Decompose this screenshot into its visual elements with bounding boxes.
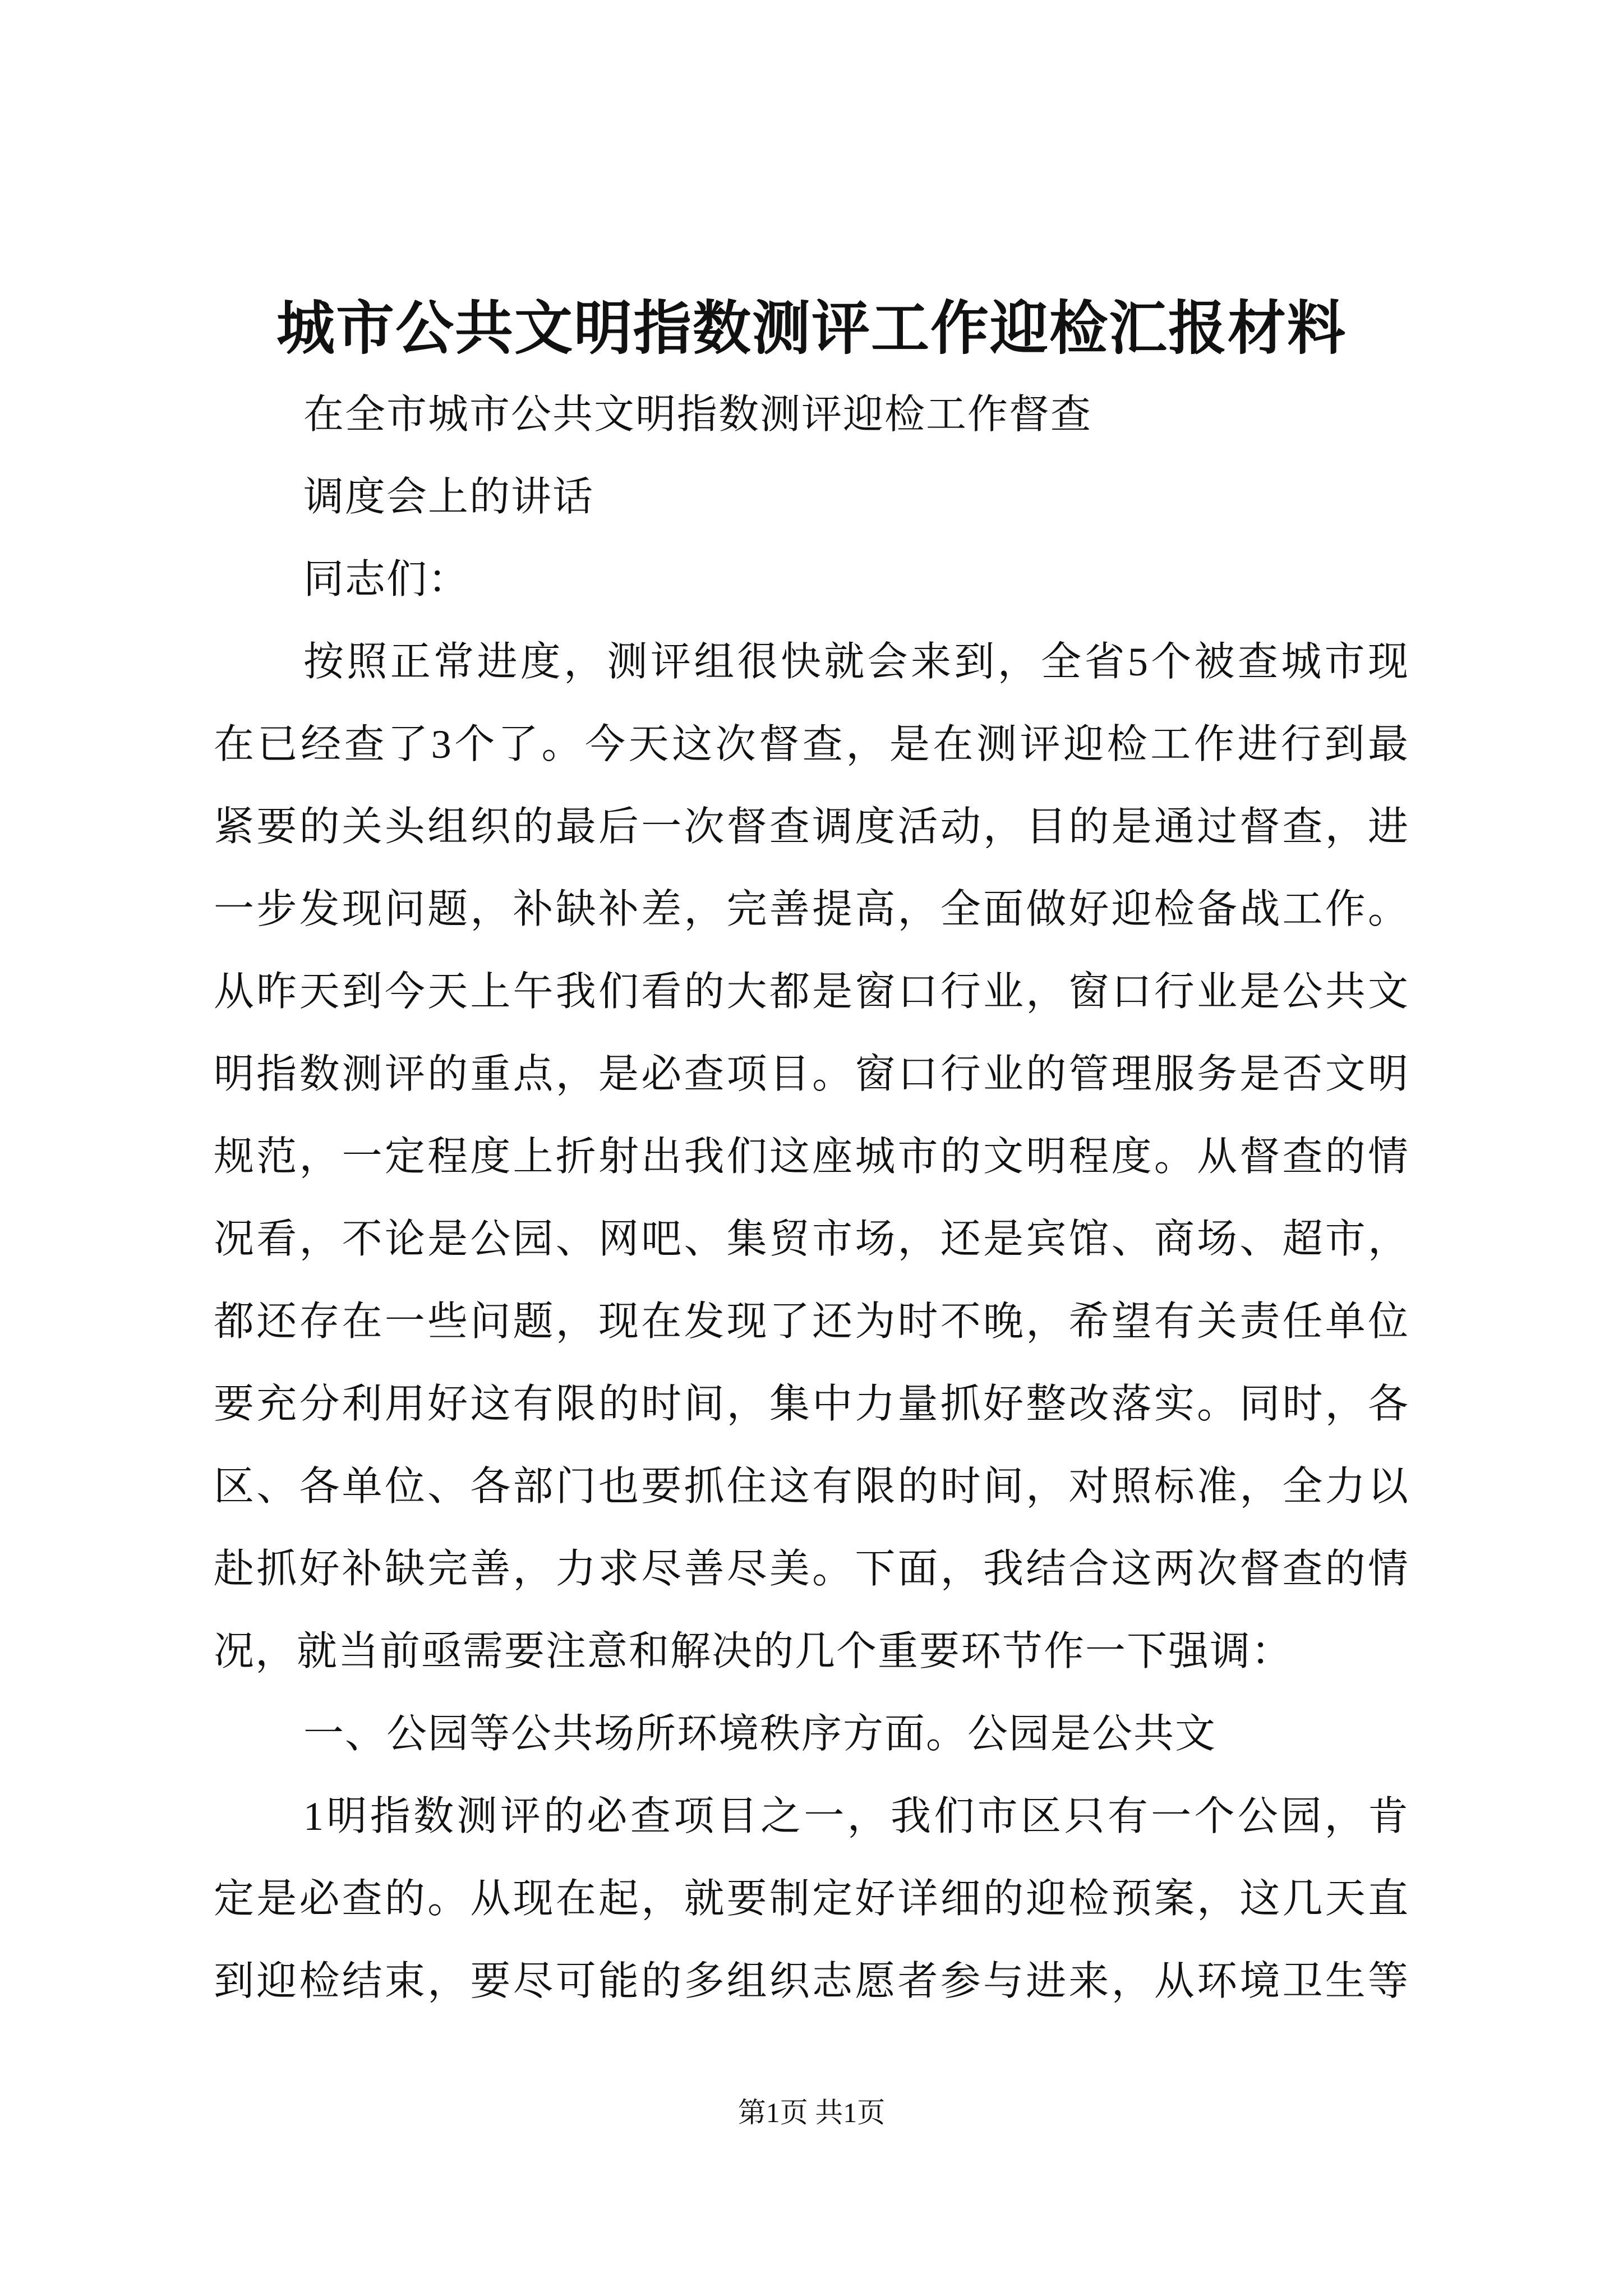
paragraph-line: 一步发现问题，补缺补差，完善提高，全面做好迎检备战工作。 (214, 887, 1409, 932)
salutation: 同志们： (303, 557, 470, 602)
document-title: 城市公共文明指数测评工作迎检汇报材料 (276, 293, 1347, 362)
paragraph-line: 在已经查了3个了。今天这次督查，是在测评迎检工作进行到最 (214, 722, 1409, 767)
page-footer: 第1页 共1页 (737, 2097, 886, 2128)
document-body (214, 374, 1409, 2023)
paragraph-line: 区、各单位、各部门也要抓住这有限的时间，对照标准，全力以 (214, 1464, 1409, 1509)
paragraph-line: 赴抓好补缺完善，力求尽善尽美。下面，我结合这两次督查的情 (214, 1547, 1409, 1591)
paragraph-line: 按照正常进度，测评组很快就会来到，全省5个被查城市现 (303, 639, 1409, 684)
paragraph-line: 1明指数测评的必查项目之一，我们市区只有一个公园，肯 (303, 1794, 1409, 1839)
paragraph-line: 要充分利用好这有限的时间，集中力量抓好整改落实。同时，各 (214, 1382, 1409, 1427)
subtitle-line: 调度会上的讲话 (303, 475, 594, 519)
section-heading-line: 一、公园等公共场所环境秩序方面。公园是公共文 (303, 1711, 1217, 1756)
paragraph-line: 到迎检结束，要尽可能的多组织志愿者参与进来，从环境卫生等 (214, 1959, 1409, 2004)
paragraph-line: 定是必查的。从现在起，就要制定好详细的迎检预案，这几天直 (214, 1876, 1409, 1921)
subtitle-line: 在全市城市公共文明指数测评迎检工作督查 (303, 392, 1092, 437)
paragraph-line: 都还存在一些问题，现在发现了还为时不晚，希望有关责任单位 (214, 1299, 1409, 1344)
paragraph-line: 紧要的关头组织的最后一次督查调度活动，目的是通过督查，进 (214, 804, 1409, 849)
paragraph-line: 从昨天到今天上午我们看的大都是窗口行业，窗口行业是公共文 (214, 969, 1409, 1014)
paragraph-line: 明指数测评的重点，是必查项目。窗口行业的管理服务是否文明 (214, 1052, 1409, 1097)
paragraph-line: 况，就当前亟需要注意和解决的几个重要环节作一下强调： (214, 1629, 1293, 1674)
paragraph-line: 况看，不论是公园、网吧、集贸市场，还是宾馆、商场、超市， (214, 1217, 1409, 1262)
paragraph-line: 规范，一定程度上折射出我们这座城市的文明程度。从督查的情 (214, 1134, 1409, 1179)
